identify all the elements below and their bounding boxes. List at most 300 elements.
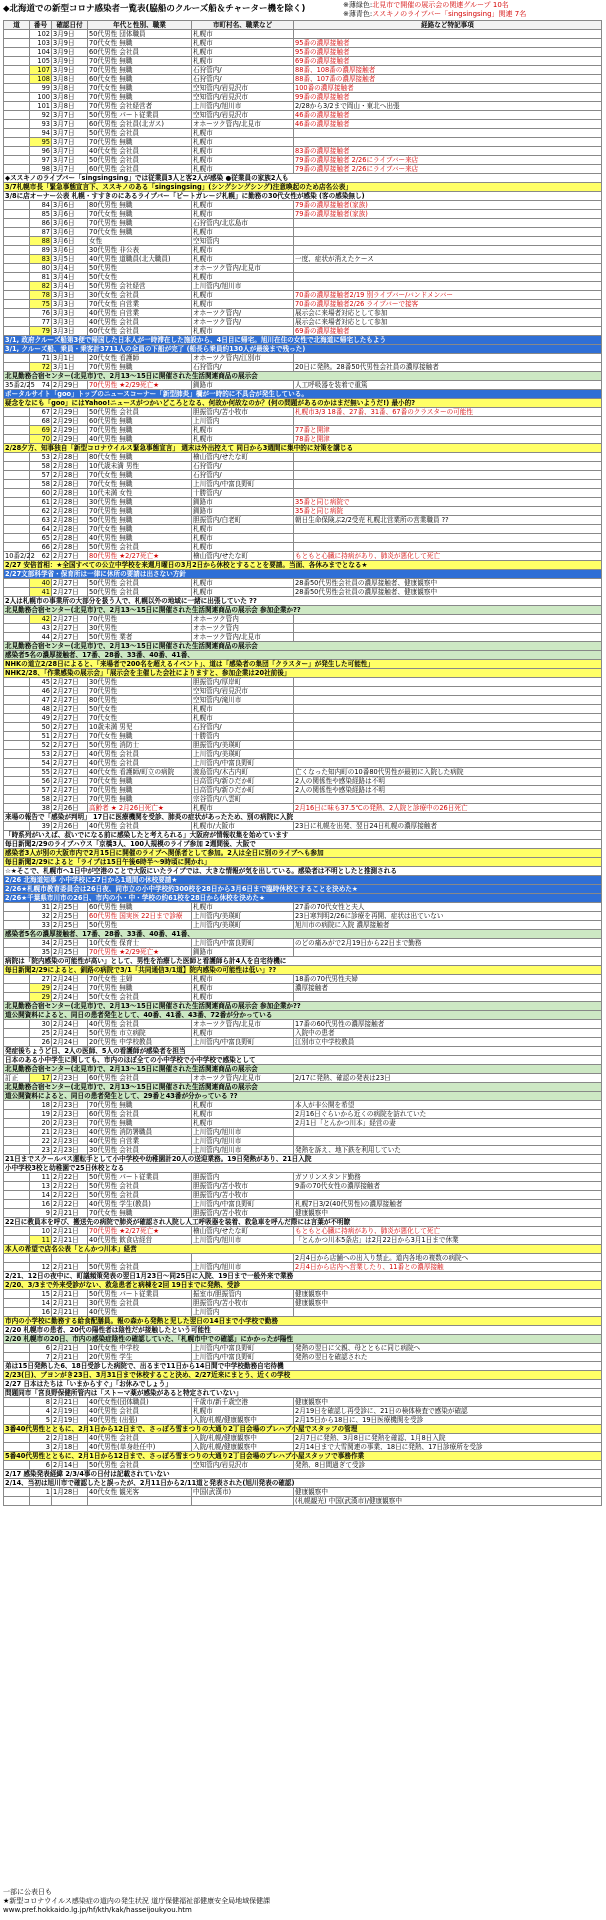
cell-side xyxy=(4,1461,30,1470)
table-row xyxy=(4,534,602,543)
cell-side xyxy=(4,543,30,552)
table-row xyxy=(4,381,602,390)
cell-person: 40代男性 無職 xyxy=(88,435,192,444)
cell-city: 檜山管内/せたな町 xyxy=(192,453,294,462)
cell-date: 2月28日 xyxy=(52,516,88,525)
table-row xyxy=(4,426,602,435)
cell-date: 3月8日 xyxy=(52,93,88,102)
cell-no: 14 xyxy=(30,1299,52,1308)
event-text: ☆★そこで、札幌市へ1日中が空港のことで大阪にいたライブでは、大きな情報が気を出している。感染者は不明としたと推測される xyxy=(4,867,602,876)
cell-person: 40代男性 xyxy=(88,1308,192,1317)
cell-date: 2月23日 xyxy=(52,1137,88,1146)
cell-date: 2月27日 xyxy=(52,633,88,642)
cell-person: 40代女性 会社員 xyxy=(88,147,192,156)
event-text: NHKの道立2/28日によると、「来場者で200名を超えるイベント」、道は「感染者の集団「クラスター」が発生した可能性」 xyxy=(4,660,602,669)
cell-person: 50代男性 会社員 xyxy=(88,1263,192,1272)
cell-no: 25 xyxy=(30,1029,52,1038)
cell-date: 2月21日 xyxy=(52,1344,88,1353)
cell-city: 札幌市 xyxy=(192,228,294,237)
event-text: ポータルサイト「goo」トップのニュースコーナー「新型肺炎」欄が一時的に不具合が発生している。 xyxy=(4,390,602,399)
cell-side xyxy=(4,1191,30,1200)
cell-date: 3月3日 xyxy=(52,291,88,300)
cell-side xyxy=(4,1344,30,1353)
cell-no: 63 xyxy=(30,516,52,525)
cell-person: 60代男性 会社員 xyxy=(88,165,192,174)
cell-note: (札幌観光) 中国(武漢市)/健康観察中 xyxy=(294,1497,602,1506)
event-row xyxy=(4,336,602,345)
cell-side xyxy=(4,912,30,921)
event-text: 2/17 感染発表経緯 2/3/4事の日付は記載されていない xyxy=(4,1470,602,1479)
cell-note xyxy=(294,732,602,741)
cell-no: 58 xyxy=(30,795,52,804)
cell-person: 40代男性 (出張) xyxy=(88,1416,192,1425)
cell-person: 40代男性 自営業 xyxy=(88,1137,192,1146)
event-row xyxy=(4,1452,602,1461)
cell-city: 札幌市 xyxy=(192,714,294,723)
cell-city: 上川管内/旭川市 xyxy=(192,1236,294,1245)
cell-person: 40代男性 学生(教員) xyxy=(88,1200,192,1209)
cell-city: 札幌市 xyxy=(192,48,294,57)
cell-city: 札幌市/大阪市 xyxy=(192,822,294,831)
cell-note: 23日に札幌を出発、翌日24日札幌の濃厚接触者 xyxy=(294,822,602,831)
table-row xyxy=(4,705,602,714)
cell-city: 石狩管内/北広島市 xyxy=(192,219,294,228)
table-row xyxy=(4,165,602,174)
cell-date: 2月27日 xyxy=(52,615,88,624)
cell-city: 上川管内/中富良野町 xyxy=(192,1200,294,1209)
cell-date: 3月1日 xyxy=(52,363,88,372)
cell-no: 27 xyxy=(30,975,52,984)
cell-date: 2月28日 xyxy=(52,489,88,498)
cell-no: 19 xyxy=(30,1110,52,1119)
table-row xyxy=(4,525,602,534)
event-row xyxy=(4,1011,602,1020)
table-row xyxy=(4,516,602,525)
cell-no: 98 xyxy=(30,165,52,174)
cell-note: 20日に発熱。28番50代男性会社員の濃厚接触者 xyxy=(294,363,602,372)
cell-side xyxy=(4,237,30,246)
cell-note: 2月19日を確認し再受診に、21日の検体検査で感染が確認 xyxy=(294,1407,602,1416)
table-row xyxy=(4,93,602,102)
event-row xyxy=(4,606,602,615)
cell-person: 60代男性 無職 xyxy=(88,417,192,426)
table-row xyxy=(4,264,602,273)
cell-city: 上川管内 xyxy=(192,1308,294,1317)
table-row xyxy=(4,417,602,426)
table-row xyxy=(4,993,602,1002)
table-row xyxy=(4,1146,602,1155)
cell-note: 70番の濃厚接触者2/19 別ライブバー/バンドメンバー xyxy=(294,291,602,300)
cell-date: 2月28日 xyxy=(52,543,88,552)
cell-note: 35番と同じ病院で xyxy=(294,498,602,507)
table-row xyxy=(4,741,602,750)
cell-side xyxy=(4,633,30,642)
cell-city: 空知管内/滝川市 xyxy=(192,696,294,705)
cell-side xyxy=(4,147,30,156)
cell-person: 50代男性 会社員 xyxy=(88,156,192,165)
cell-date: 3月7日 xyxy=(52,129,88,138)
table-row xyxy=(4,66,602,75)
cell-city: 上川管内/中富良野町 xyxy=(192,1353,294,1362)
event-text: 5番40代男性とともに、2月1日から12日まで、さっぽろ雪まつりの大通り2丁目会場のブレハブ小屋スタッフで事務作業 xyxy=(4,1452,602,1461)
event-row xyxy=(4,399,602,408)
cell-person xyxy=(88,1497,192,1506)
event-text: 2/26★札幌市教育委員会は26日夜、同市立の小中学校約300校を28日から3月6日まで臨時休校とすることを決めた★ xyxy=(4,885,602,894)
cell-city: 上川管内/中富良野町 xyxy=(192,480,294,489)
cell-date: 3月4日 xyxy=(52,273,88,282)
cell-side xyxy=(4,1398,30,1407)
cell-note xyxy=(294,624,602,633)
event-row xyxy=(4,642,602,651)
cell-date: 2月21日 xyxy=(52,1353,88,1362)
table-row xyxy=(4,201,602,210)
cell-city: 石狩管内/ xyxy=(192,75,294,84)
event-text: 3/7札幌市長「緊急事態宣言下、ススキノのある「singsingsing」(シングシングシング)注意喚起のため店名公表」 xyxy=(4,183,602,192)
cell-note: 江別市立中学校教員 xyxy=(294,1038,602,1047)
cell-side xyxy=(4,363,30,372)
cell-no: 75 xyxy=(30,300,52,309)
cell-side xyxy=(4,795,30,804)
cell-city: 胆振管内/厚岸町 xyxy=(192,678,294,687)
cell-date: 3月6日 xyxy=(52,246,88,255)
cell-city: 胆振管内/苫小牧市 xyxy=(192,1182,294,1191)
cell-date: 3月4日 xyxy=(52,282,88,291)
event-row xyxy=(4,174,602,183)
event-text: 北見勤務合宿センター(北見市)で、2月13〜15日に開催された生活関連商品の展示会 xyxy=(4,372,602,381)
cell-side xyxy=(4,201,30,210)
cell-person: 70代女性 無職 xyxy=(88,84,192,93)
cell-person: 60代男性 会社員 xyxy=(88,1074,192,1083)
cell-date xyxy=(52,1497,88,1506)
cell-date: 2月24日 xyxy=(52,975,88,984)
event-row xyxy=(4,858,602,867)
case-table xyxy=(3,20,602,1506)
cell-date: 3月3日 xyxy=(52,327,88,336)
table-row xyxy=(4,300,602,309)
footer xyxy=(3,1888,270,1915)
event-row xyxy=(4,840,602,849)
event-row xyxy=(4,1245,602,1254)
cell-side xyxy=(4,57,30,66)
cell-side xyxy=(4,723,30,732)
cell-side xyxy=(4,498,30,507)
cell-city: 札幌市 xyxy=(192,1110,294,1119)
cell-note: 札幌市3/3 18番、27番、31番、67番のクラスターの可能性 xyxy=(294,408,602,417)
cell-side xyxy=(4,120,30,129)
cell-no: 2 xyxy=(30,1434,52,1443)
cell-note: 旭川市の病院に入院 濃厚接触者 xyxy=(294,921,602,930)
cell-note xyxy=(294,696,602,705)
cell-person: 60代男性 会社員(北ガス) xyxy=(88,120,192,129)
cell-city: オホーツク管内/北見市 xyxy=(192,1074,294,1083)
cell-date: 3月6日 xyxy=(52,219,88,228)
cell-date: 2月29日 xyxy=(52,381,88,390)
cell-date: 2月28日 xyxy=(52,453,88,462)
cell-person: 70代男性 無職 xyxy=(88,786,192,795)
cell-date: 2月21日 xyxy=(52,1299,88,1308)
event-row xyxy=(4,192,602,201)
cell-person: 50代男性 会社経営 xyxy=(88,282,192,291)
event-text: 感染者3人が別の大阪市内で2月15日に開催のライブへ関係者として参加。2人は全日に別のライブへも参加 xyxy=(4,849,602,858)
cell-note: 展示会に来場者対応として参加 xyxy=(294,309,602,318)
cell-date: 2月27日 xyxy=(52,552,88,561)
note-green xyxy=(343,1,601,10)
legend-notes xyxy=(343,1,601,19)
cell-person: 40代男性 会社員 xyxy=(88,318,192,327)
cell-person: 女性 xyxy=(88,237,192,246)
cell-note: 2月4日から店舗への出入り禁止。道内各地の複数の病院へ xyxy=(294,1254,602,1263)
cell-side xyxy=(4,480,30,489)
col-header-area: 道 xyxy=(4,21,30,30)
cell-city: 上川管内/美瑛町 xyxy=(192,750,294,759)
cell-date: 3月7日 xyxy=(52,165,88,174)
cell-date: 2月24日 xyxy=(52,1029,88,1038)
cell-note: 2人の関係性や感染経路は不明 xyxy=(294,786,602,795)
cell-person: 50代男性 団体職員 xyxy=(88,30,192,39)
cell-no: 74 xyxy=(30,381,52,390)
cell-side xyxy=(4,354,30,363)
col-header-note: 経路など特記事項 xyxy=(294,21,602,30)
cell-no: 86 xyxy=(30,219,52,228)
cell-date: 3月8日 xyxy=(52,102,88,111)
cell-city: 振室市/胆振管内 xyxy=(192,1290,294,1299)
cell-date: 2月27日 xyxy=(52,723,88,732)
cell-no xyxy=(30,1497,52,1506)
cell-date: 2月29日 xyxy=(52,417,88,426)
event-row xyxy=(4,1470,602,1479)
table-row xyxy=(4,1434,602,1443)
event-text: 北見勤務合宿センター(北見市)で、2月13〜15日に開催された生活関連商品の展示会 参加企業か?? xyxy=(4,606,602,615)
event-row xyxy=(4,1083,602,1092)
cell-city: オホーツク管内/ xyxy=(192,318,294,327)
cell-no: 99 xyxy=(30,84,52,93)
table-row xyxy=(4,489,602,498)
note-prefix: ※薄緑色: xyxy=(343,1,373,9)
cell-side xyxy=(4,822,30,831)
cell-person: 70代女性 無職 xyxy=(88,471,192,480)
cell-date: 3月7日 xyxy=(52,156,88,165)
cell-city: 胆振管内/苫小牧市 xyxy=(192,1209,294,1218)
table-row xyxy=(4,48,602,57)
cell-city: オホーツク管内/北見市 xyxy=(192,264,294,273)
cell-date: 3月9日 xyxy=(52,66,88,75)
page-title: ◆北海道での新型コロナ感染者一覧表(脇船のクルーズ船＆チャーター機を除く) xyxy=(3,4,306,14)
event-text: 日本のある小中学生に関しても、市内のほぼ全ての小中学校で小中学校で感染として xyxy=(4,1056,602,1065)
cell-note xyxy=(294,759,602,768)
cell-person: 60代男性 会社員 xyxy=(88,48,192,57)
cell-side xyxy=(4,282,30,291)
cell-person: 10代歳未満 男性 xyxy=(88,462,192,471)
cell-no: 43 xyxy=(30,624,52,633)
cell-note: 発熱の翌日を確認された xyxy=(294,1353,602,1362)
cell-side xyxy=(4,1488,30,1497)
cell-no: 68 xyxy=(30,417,52,426)
event-text: ◆ススキノのライブバー「singsingsing」では従業員3人と客2人が感染 ●従業員の家族2人も xyxy=(4,174,602,183)
cell-no: 53 xyxy=(30,750,52,759)
cell-note: 95番の濃厚接触者 xyxy=(294,48,602,57)
cell-side xyxy=(4,408,30,417)
table-row xyxy=(4,282,602,291)
cell-no: 30 xyxy=(30,1020,52,1029)
cell-side xyxy=(4,462,30,471)
cell-person: 20代男性 学生 xyxy=(88,1353,192,1362)
cell-person: 80代男性 ★2/27死亡★ xyxy=(88,552,192,561)
cell-date: 3月9日 xyxy=(52,57,88,66)
cell-person: 40代女性 観光客 xyxy=(88,1488,192,1497)
cell-person: 70代男性 ★2/27死亡★ xyxy=(88,1227,192,1236)
cell-side xyxy=(4,993,30,1002)
cell-date: 2月25日 xyxy=(52,921,88,930)
cell-side xyxy=(4,1263,30,1272)
cell-side xyxy=(4,732,30,741)
cell-no: 88 xyxy=(30,237,52,246)
cell-side xyxy=(4,1038,30,1047)
cell-no: 101 xyxy=(30,102,52,111)
cell-note: 83番の濃厚接触者 xyxy=(294,147,602,156)
event-row xyxy=(4,867,602,876)
cell-side xyxy=(4,1101,30,1110)
cell-side xyxy=(4,948,30,957)
cell-person: 60代女性 無職 xyxy=(88,75,192,84)
cell-note: 9番の70代女性の濃厚接触者 xyxy=(294,1182,602,1191)
cell-date: 2月14日 xyxy=(52,1461,88,1470)
cell-city: 空知管内/岩見沢市 xyxy=(192,93,294,102)
cell-side: 35番2/25 xyxy=(5,381,35,389)
cell-city: 札幌市 xyxy=(192,705,294,714)
event-row xyxy=(4,1335,602,1344)
event-row xyxy=(4,1155,602,1164)
table-row xyxy=(4,777,602,786)
cell-side xyxy=(4,1209,30,1218)
cell-person xyxy=(88,1254,192,1263)
cell-no: 64 xyxy=(30,525,52,534)
cell-city: 釧路市 xyxy=(192,948,294,957)
cell-no: 83 xyxy=(30,255,52,264)
event-row xyxy=(4,1479,602,1488)
cell-note: 18番の70代男性夫婦 xyxy=(294,975,602,984)
cell-side xyxy=(4,975,30,984)
cell-city: オホーツク管内 xyxy=(192,624,294,633)
cell-side xyxy=(4,165,30,174)
table-row xyxy=(4,138,602,147)
cell-note xyxy=(294,264,602,273)
cell-date: 2月27日 xyxy=(52,696,88,705)
cell-no: 66 xyxy=(30,543,52,552)
cell-note: 2/28から3/2まで岡山・東北へ出張 xyxy=(294,102,602,111)
cell-date: 2月27日 xyxy=(52,732,88,741)
cell-date: 2月21日 xyxy=(52,1209,88,1218)
cell-person: 70代女性 主婦 xyxy=(88,975,192,984)
cell-note xyxy=(294,462,602,471)
table-row xyxy=(4,786,602,795)
cell-city: 上川管内/中富良野町 xyxy=(192,1038,294,1047)
cell-person: 50代男性 会社員 xyxy=(88,588,192,597)
cell-city: 胆振管内 xyxy=(192,1173,294,1182)
cell-date xyxy=(52,1254,88,1263)
cell-person: 40代男性 自営業 xyxy=(88,309,192,318)
table-row xyxy=(4,462,602,471)
event-text: NHK2/28、「作業感染の展示会」「展示会を主催した会社によりますと、参加企業は20社前後」 xyxy=(4,669,602,678)
cell-city: 札幌市 xyxy=(192,210,294,219)
event-row xyxy=(4,1362,602,1371)
cell-side xyxy=(4,579,30,588)
cell-note: 発熱を訴え、地下鉄を利用していた xyxy=(294,1146,602,1155)
cell-person: 70代女性 無職 xyxy=(88,210,192,219)
cell-city: 石狩管内/ xyxy=(192,66,294,75)
table-row xyxy=(4,1029,602,1038)
cell-side xyxy=(4,507,30,516)
cell-no: 14 xyxy=(30,1191,52,1200)
table-row xyxy=(4,624,602,633)
cell-city: 札幌市 xyxy=(192,534,294,543)
cell-no: 35 xyxy=(30,948,52,957)
cell-note: 発熱の翌日に父親、母とともに同じ病院へ xyxy=(294,1344,602,1353)
table-row xyxy=(4,1074,602,1083)
event-text: 21日までスクールバス運転手として小中学校や幼稚園計20人の送迎業務。19日発熱があり、21日入院 xyxy=(4,1155,602,1164)
note-text: ススキノのライブバー「singsingsing」関連 7名 xyxy=(372,10,527,18)
cell-date: 2月25日 xyxy=(52,939,88,948)
event-text: 来場の報告で「感染が判明」 17日に医療機関を受診、肺炎の症状があったため、別の病院に入院 xyxy=(4,813,602,822)
cell-side xyxy=(4,1254,30,1263)
cell-side xyxy=(4,687,30,696)
cell-side xyxy=(4,516,30,525)
event-text: 北見勤務合宿センター(北見市)で、2月13〜15日に開催された生活関連商品の展示会 xyxy=(4,1083,602,1092)
cell-no: 61 xyxy=(30,498,52,507)
cell-no: 47 xyxy=(30,696,52,705)
table-row xyxy=(4,588,602,597)
cell-city: オホーツク管内 xyxy=(192,615,294,624)
event-row xyxy=(4,1425,602,1434)
event-text: 2/26 北海道知事 小中学校に27日から1週間の休校要請★ xyxy=(4,876,602,885)
cell-person: 70代女性 無職 xyxy=(88,228,192,237)
table-row xyxy=(4,291,602,300)
cell-side xyxy=(4,588,30,597)
cell-note: 23日寒判明2/26に診療を再開、症状は出ていない xyxy=(294,912,602,921)
cell-person: 50代男性 市立病院 xyxy=(88,1029,192,1038)
cell-no: 33 xyxy=(30,921,52,930)
cell-person: 50代男性 会社員 xyxy=(88,543,192,552)
cell-date: 2月21日 xyxy=(52,1398,88,1407)
table-row xyxy=(4,1128,602,1137)
cell-note xyxy=(294,354,602,363)
table-row xyxy=(4,111,602,120)
cell-person: 60代男性 国実医 22日まで診療 xyxy=(88,912,192,921)
cell-city: 釧路市 xyxy=(192,498,294,507)
cell-city: 空知管内/岩見沢市 xyxy=(192,1461,294,1470)
cell-no: 57 xyxy=(30,471,52,480)
cell-person: 30代男性 xyxy=(88,624,192,633)
cell-note: 亡くなった知内町の10番80代男性が最初に入院した病院 xyxy=(294,768,602,777)
cell-side xyxy=(4,1407,30,1416)
cell-person: 70代男性 無職 xyxy=(88,984,192,993)
cell-note: 2月16日に味も37.5℃の発熱、2人院と診療中の26日死亡 xyxy=(294,804,602,813)
table-row xyxy=(4,975,602,984)
cell-note: 健康観察中 xyxy=(294,1398,602,1407)
table-row xyxy=(4,1263,602,1272)
cell-city: 札幌市 xyxy=(192,57,294,66)
cell-side xyxy=(4,1029,30,1038)
cell-side xyxy=(4,1434,30,1443)
cell-side xyxy=(4,1146,30,1155)
cell-date: 2月27日 xyxy=(52,795,88,804)
cell-person: 10代未満 女性 xyxy=(88,489,192,498)
cell-person: 40代男性 会社員 xyxy=(88,1434,192,1443)
cell-person: 70代男性 無職 xyxy=(88,507,192,516)
table-row xyxy=(4,246,602,255)
cell-side xyxy=(4,714,30,723)
cell-side xyxy=(4,30,30,39)
cell-no: 96 xyxy=(30,147,52,156)
